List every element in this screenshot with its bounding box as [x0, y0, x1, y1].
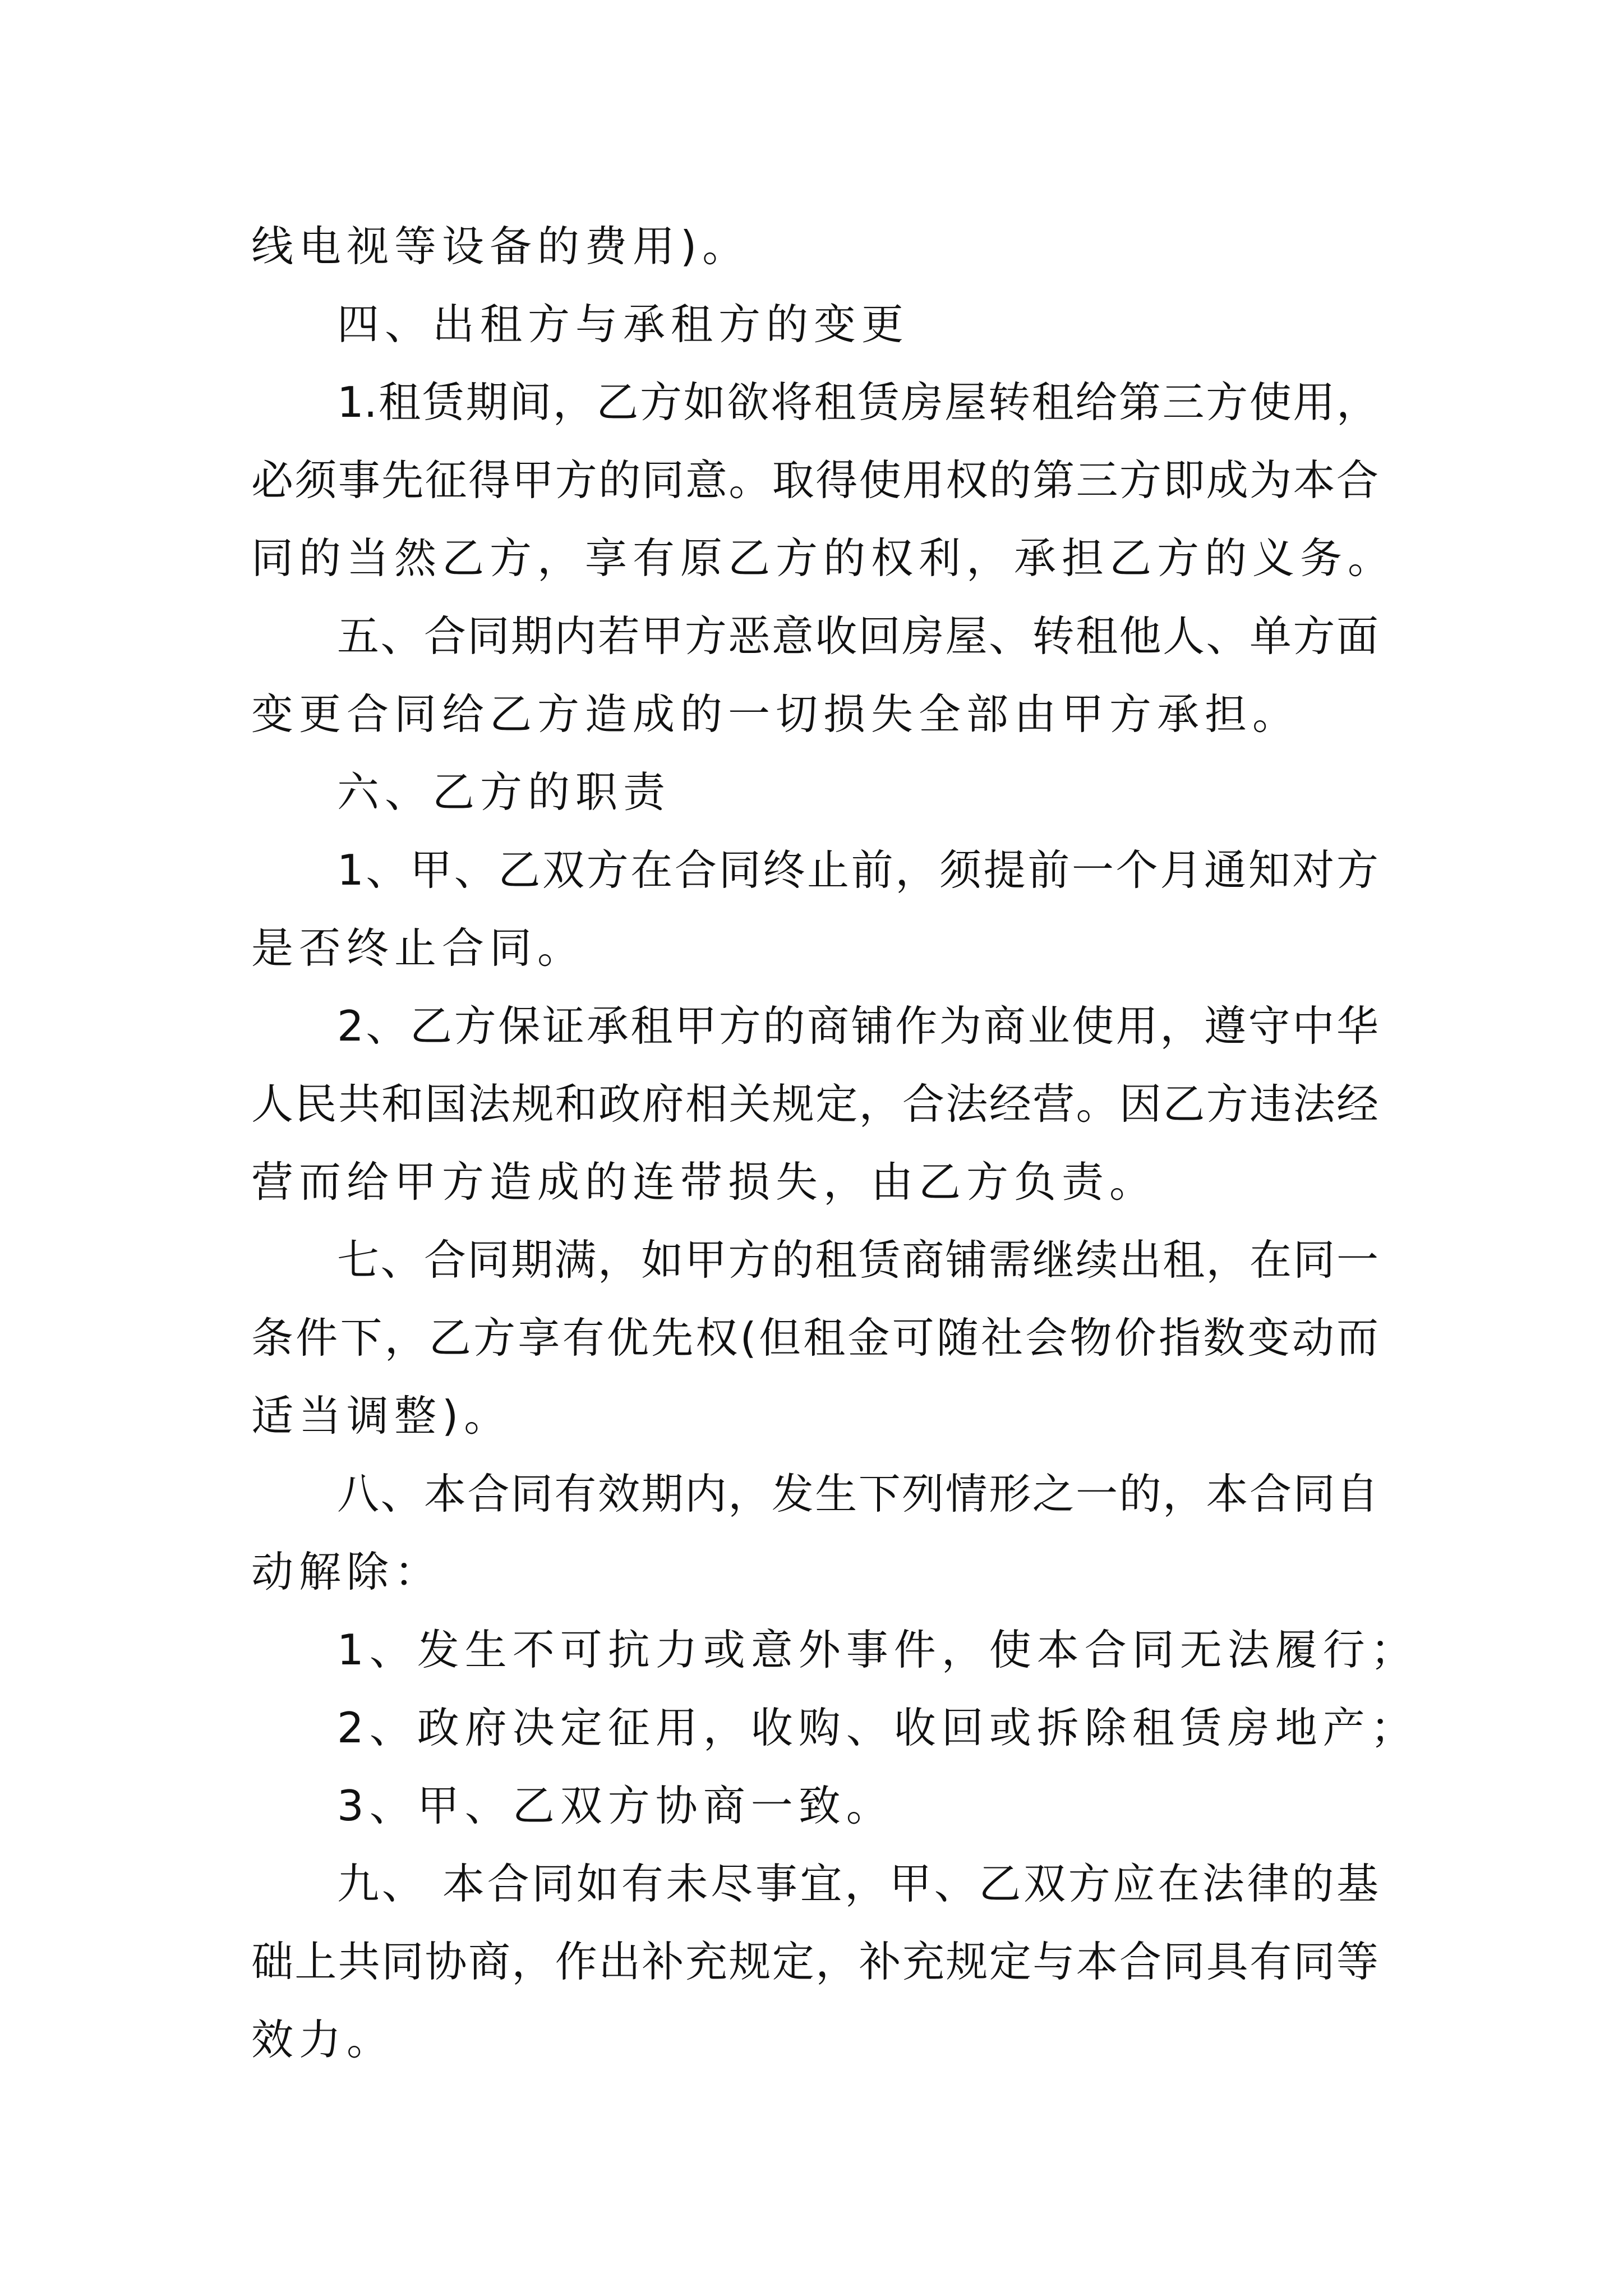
list-item: 2、政府决定征用，收购、收回或拆除租赁房地产；	[337, 1703, 1418, 1752]
text-line: 效力。	[251, 2015, 395, 2064]
text-line: 人民共和国法规和政府相关规定，合法经营。因乙方违法经	[251, 1079, 1378, 1129]
text-line: 同的当然乙方，享有原乙方的权利，承担乙方的义务。	[251, 533, 1396, 583]
text-line: 变更合同给乙方造成的一切损失全部由甲方承担。	[251, 689, 1301, 739]
section-heading-9: 九、 本合同如有未尽事宜，甲、乙双方应在法律的基	[337, 1859, 1378, 1908]
text-line: 必须事先征得甲方的同意。取得使用权的第三方即成为本合	[251, 455, 1378, 505]
list-item: 3、甲、乙双方协商一致。	[337, 1781, 894, 1830]
section-heading-7: 七、合同期满，如甲方的租赁商铺需继续出租，在同一	[337, 1235, 1378, 1285]
section-heading-6: 六、乙方的职责	[337, 767, 671, 817]
section-heading-4: 四、出租方与承租方的变更	[337, 300, 910, 349]
text-line: 适当调整)。	[251, 1391, 512, 1441]
text-line: 营而给甲方造成的连带损失，由乙方负责。	[251, 1157, 1158, 1207]
text-line: 条件下，乙方享有优先权(但租金可随社会物价指数变动而	[251, 1313, 1378, 1363]
text-line: 础上共同协商，作出补充规定，补充规定与本合同具有同等	[251, 1937, 1378, 1986]
text-line: 2、乙方保证承租甲方的商铺作为商业使用，遵守中华	[337, 1001, 1378, 1051]
document-body	[251, 208, 1418, 2079]
section-heading-8: 八、本合同有效期内，发生下列情形之一的，本合同自	[337, 1469, 1378, 1519]
section-heading-5: 五、合同期内若甲方恶意收回房屋、转租他人、单方面	[337, 611, 1378, 661]
list-item: 1、发生不可抗力或意外事件，使本合同无法履行；	[337, 1625, 1418, 1674]
text-line: 动解除：	[251, 1547, 442, 1596]
text-line: 线电视等设备的费用)。	[251, 222, 750, 271]
text-line: 1、甲、乙双方在合同终止前，须提前一个月通知对方	[337, 845, 1378, 895]
text-line: 是否终止合同。	[251, 923, 585, 973]
text-line: 1.租赁期间，乙方如欲将租赁房屋转租给第三方使用，	[337, 378, 1378, 427]
